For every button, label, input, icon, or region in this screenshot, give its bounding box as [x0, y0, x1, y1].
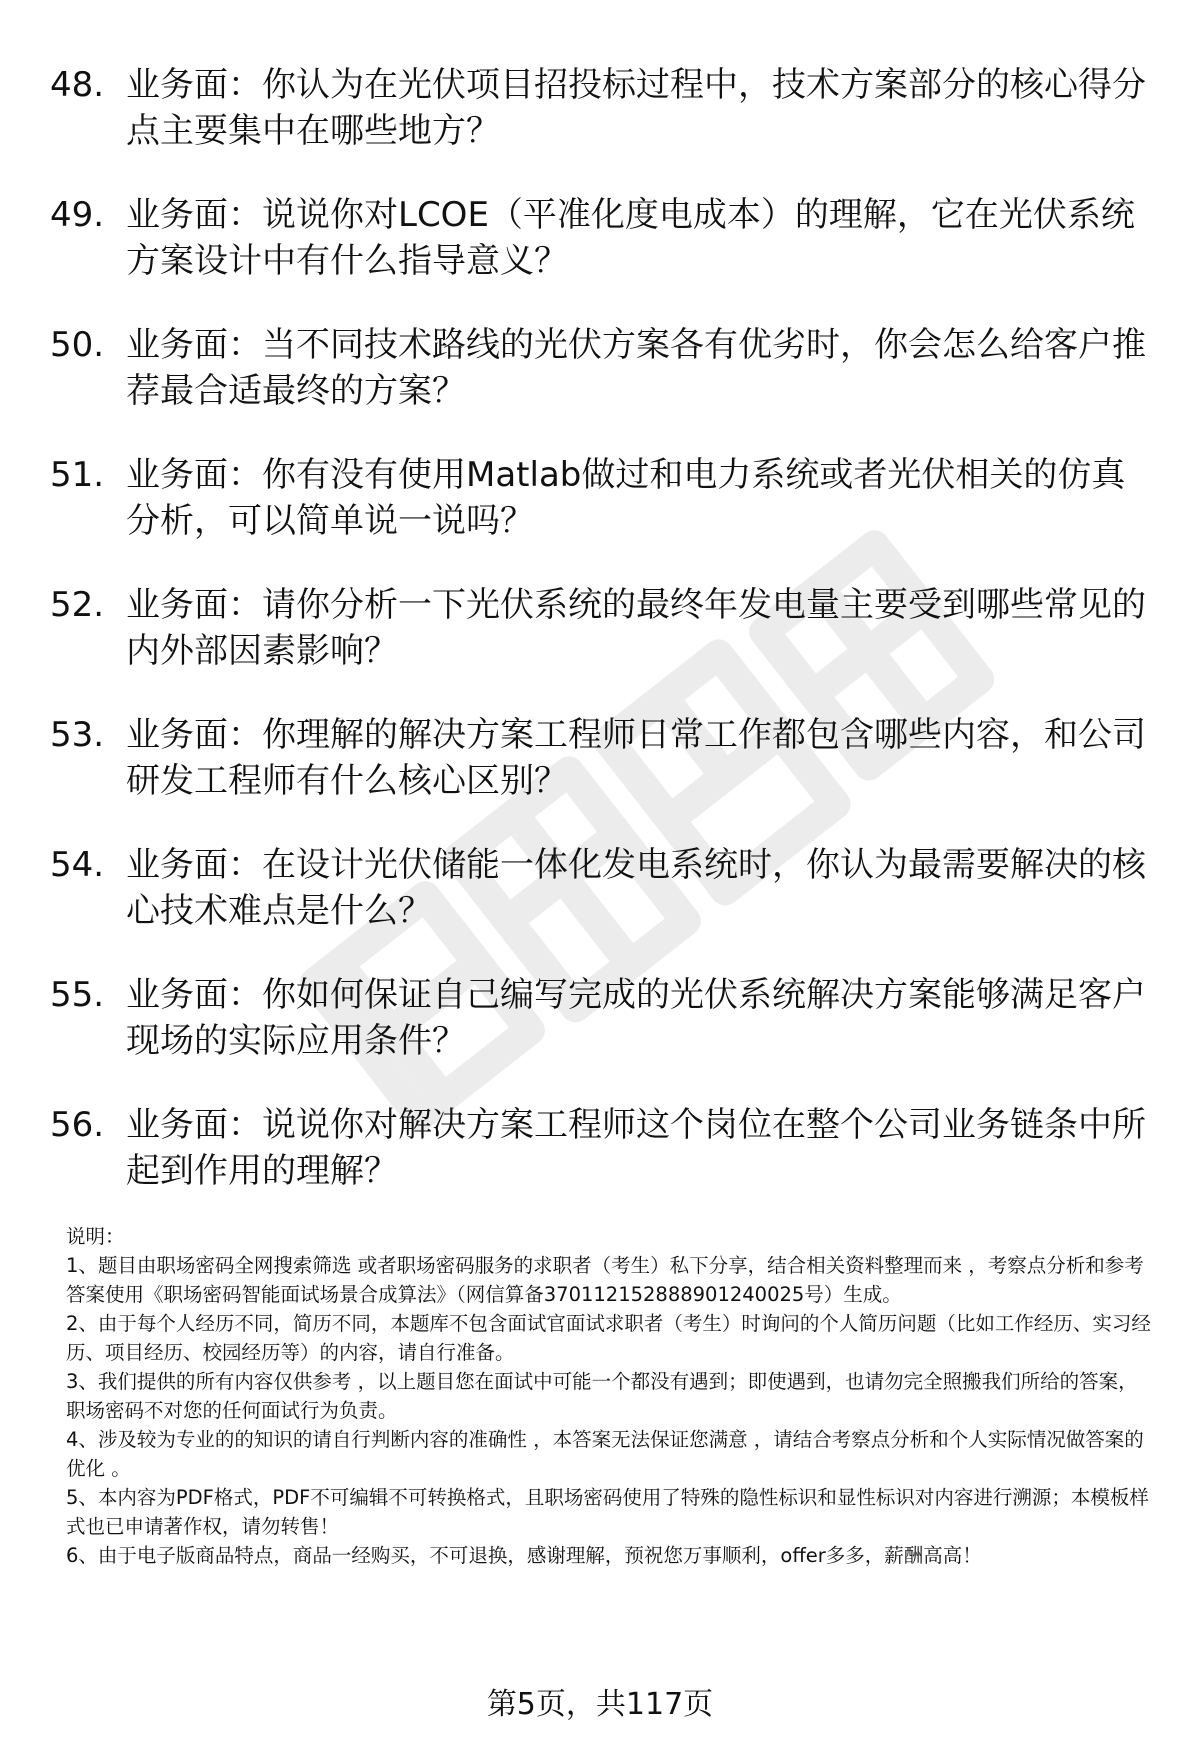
page-footer: 第5页，共117页	[486, 1687, 714, 1722]
question-item	[0, 192, 1200, 322]
note-item: 3、我们提供的所有内容仅供参考 ，以上题目您在面试中可能一个都没有遇到；即使遇到，也请勿完全照搬我们所给的答案，职场密码不对您的任何面试行为负责。	[66, 1370, 1138, 1422]
question-number: 49.	[50, 195, 105, 235]
question-item	[0, 842, 1200, 972]
question-list	[0, 62, 1200, 1232]
question-text: 业务面：当不同技术路线的光伏方案各有优劣时，你会怎么给客户推荐最合适最终的方案？	[126, 325, 1146, 411]
question-number: 55.	[50, 975, 105, 1015]
question-number: 51.	[50, 455, 105, 495]
question-number: 48.	[50, 65, 105, 105]
note-item: 1、题目由职场密码全网搜索筛选 或者职场密码服务的求职者（考生）私下分享，结合相关资料整理而来 ，考察点分析和参考答案使用《职场密码智能面试场景合成算法》（网信算备370112152888901240025号）生成。	[66, 1254, 1144, 1306]
question-text: 业务面：你理解的解决方案工程师日常工作都包含哪些内容，和公司研发工程师有什么核心区别？	[126, 715, 1146, 801]
question-number: 50.	[50, 325, 105, 365]
question-item	[0, 322, 1200, 452]
question-text: 业务面：在设计光伏储能一体化发电系统时，你认为最需要解决的核心技术难点是什么？	[126, 845, 1146, 931]
note-item: 5、本内容为PDF格式，PDF不可编辑不可转换格式，且职场密码使用了特殊的隐性标识和显性标识对内容进行溯源；本模板样式也已申请著作权，请勿转售！	[66, 1486, 1149, 1538]
question-number: 56.	[50, 1105, 105, 1145]
question-number: 52.	[50, 585, 105, 625]
question-text: 业务面：你认为在光伏项目招投标过程中，技术方案部分的核心得分点主要集中在哪些地方？	[126, 65, 1146, 151]
question-text: 业务面：说说你对LCOE（平准化度电成本）的理解，它在光伏系统方案设计中有什么指导意义？	[126, 195, 1135, 281]
notes-section	[66, 1222, 1156, 1570]
question-item	[0, 582, 1200, 712]
question-item	[0, 972, 1200, 1102]
question-text: 业务面：请你分析一下光伏系统的最终年发电量主要受到哪些常见的内外部因素影响？	[126, 585, 1146, 671]
question-text: 业务面：你有没有使用Matlab做过和电力系统或者光伏相关的仿真分析，可以简单说一说吗？	[126, 455, 1126, 541]
note-item: 6、由于电子版商品特点，商品一经购买，不可退换，感谢理解，预祝您万事顺利，offer多多，薪酬高高！	[66, 1544, 982, 1567]
question-item	[0, 1102, 1200, 1232]
question-item	[0, 712, 1200, 842]
question-number: 54.	[50, 845, 105, 885]
question-number: 53.	[50, 715, 105, 755]
question-text: 业务面：说说你对解决方案工程师这个岗位在整个公司业务链条中所起到作用的理解？	[126, 1105, 1146, 1191]
note-item: 2、由于每个人经历不同，简历不同，本题库不包含面试官面试求职者（考生）时询问的个人简历问题（比如工作经历、实习经历、项目经历、校园经历等）的内容，请自行准备。	[66, 1312, 1151, 1364]
note-item: 4、涉及较为专业的的知识的请自行判断内容的准确性 ，本答案无法保证您满意 ，请结合考察点分析和个人实际情况做答案的优化 。	[66, 1428, 1144, 1480]
question-item	[0, 452, 1200, 582]
notes-heading: 说明：	[66, 1225, 125, 1248]
question-text: 业务面：你如何保证自己编写完成的光伏系统解决方案能够满足客户现场的实际应用条件？	[126, 975, 1146, 1061]
question-item	[0, 62, 1200, 192]
